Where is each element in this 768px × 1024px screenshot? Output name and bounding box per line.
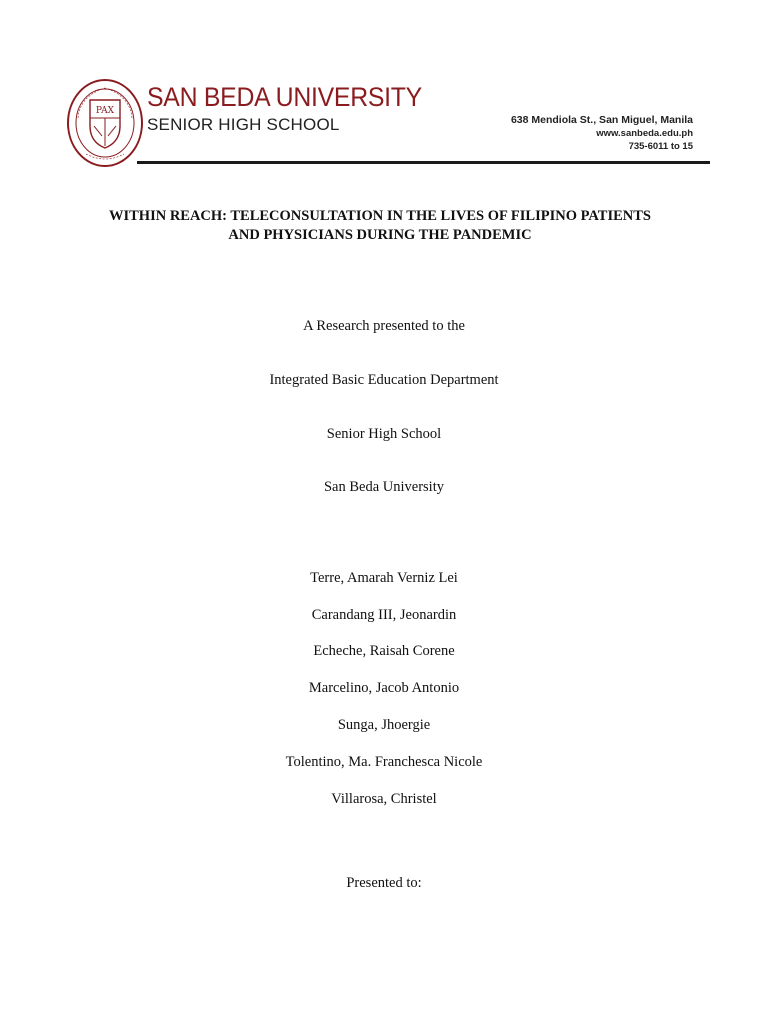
- university-name: SAN BEDA UNIVERSITY: [147, 82, 422, 112]
- address-street: 638 Mendiola St., San Miguel, Manila: [510, 114, 693, 126]
- address-block: [511, 114, 693, 153]
- author-name: Sunga, Jhoergie: [337, 717, 431, 733]
- letterhead-divider: [137, 161, 710, 164]
- level-text: Senior High School: [326, 426, 442, 442]
- intro-text: A Research presented to the: [303, 318, 465, 334]
- title-line-1: WITHIN REACH: TELECONSULTATION IN THE LIVES OF FILIPINO PATIENTS: [108, 208, 651, 224]
- svg-text:PAX: PAX: [95, 106, 115, 116]
- title-line-2: AND PHYSICIANS DURING THE PANDEMIC: [228, 227, 532, 243]
- department-text: Integrated Basic Education Department: [269, 372, 499, 388]
- author-name: Villarosa, Christel: [331, 791, 437, 807]
- presented-to-label: Presented to:: [346, 875, 422, 891]
- research-title: [60, 207, 700, 245]
- author-name: Carandang III, Jeonardin: [311, 607, 457, 623]
- university-seal-logo: [66, 78, 144, 168]
- school-name: SENIOR HIGH SCHOOL: [147, 115, 340, 134]
- address-website: www.sanbeda.edu.ph: [596, 128, 693, 139]
- author-name: Tolentino, Ma. Franchesca Nicole: [285, 754, 483, 770]
- author-name: Marcelino, Jacob Antonio: [308, 680, 460, 696]
- author-name: Echeche, Raisah Corene: [313, 643, 455, 659]
- address-phone: 735-6011 to 15: [628, 141, 693, 152]
- institution-text: San Beda University: [323, 479, 444, 495]
- author-name: Terre, Amarah Verniz Lei: [310, 570, 458, 586]
